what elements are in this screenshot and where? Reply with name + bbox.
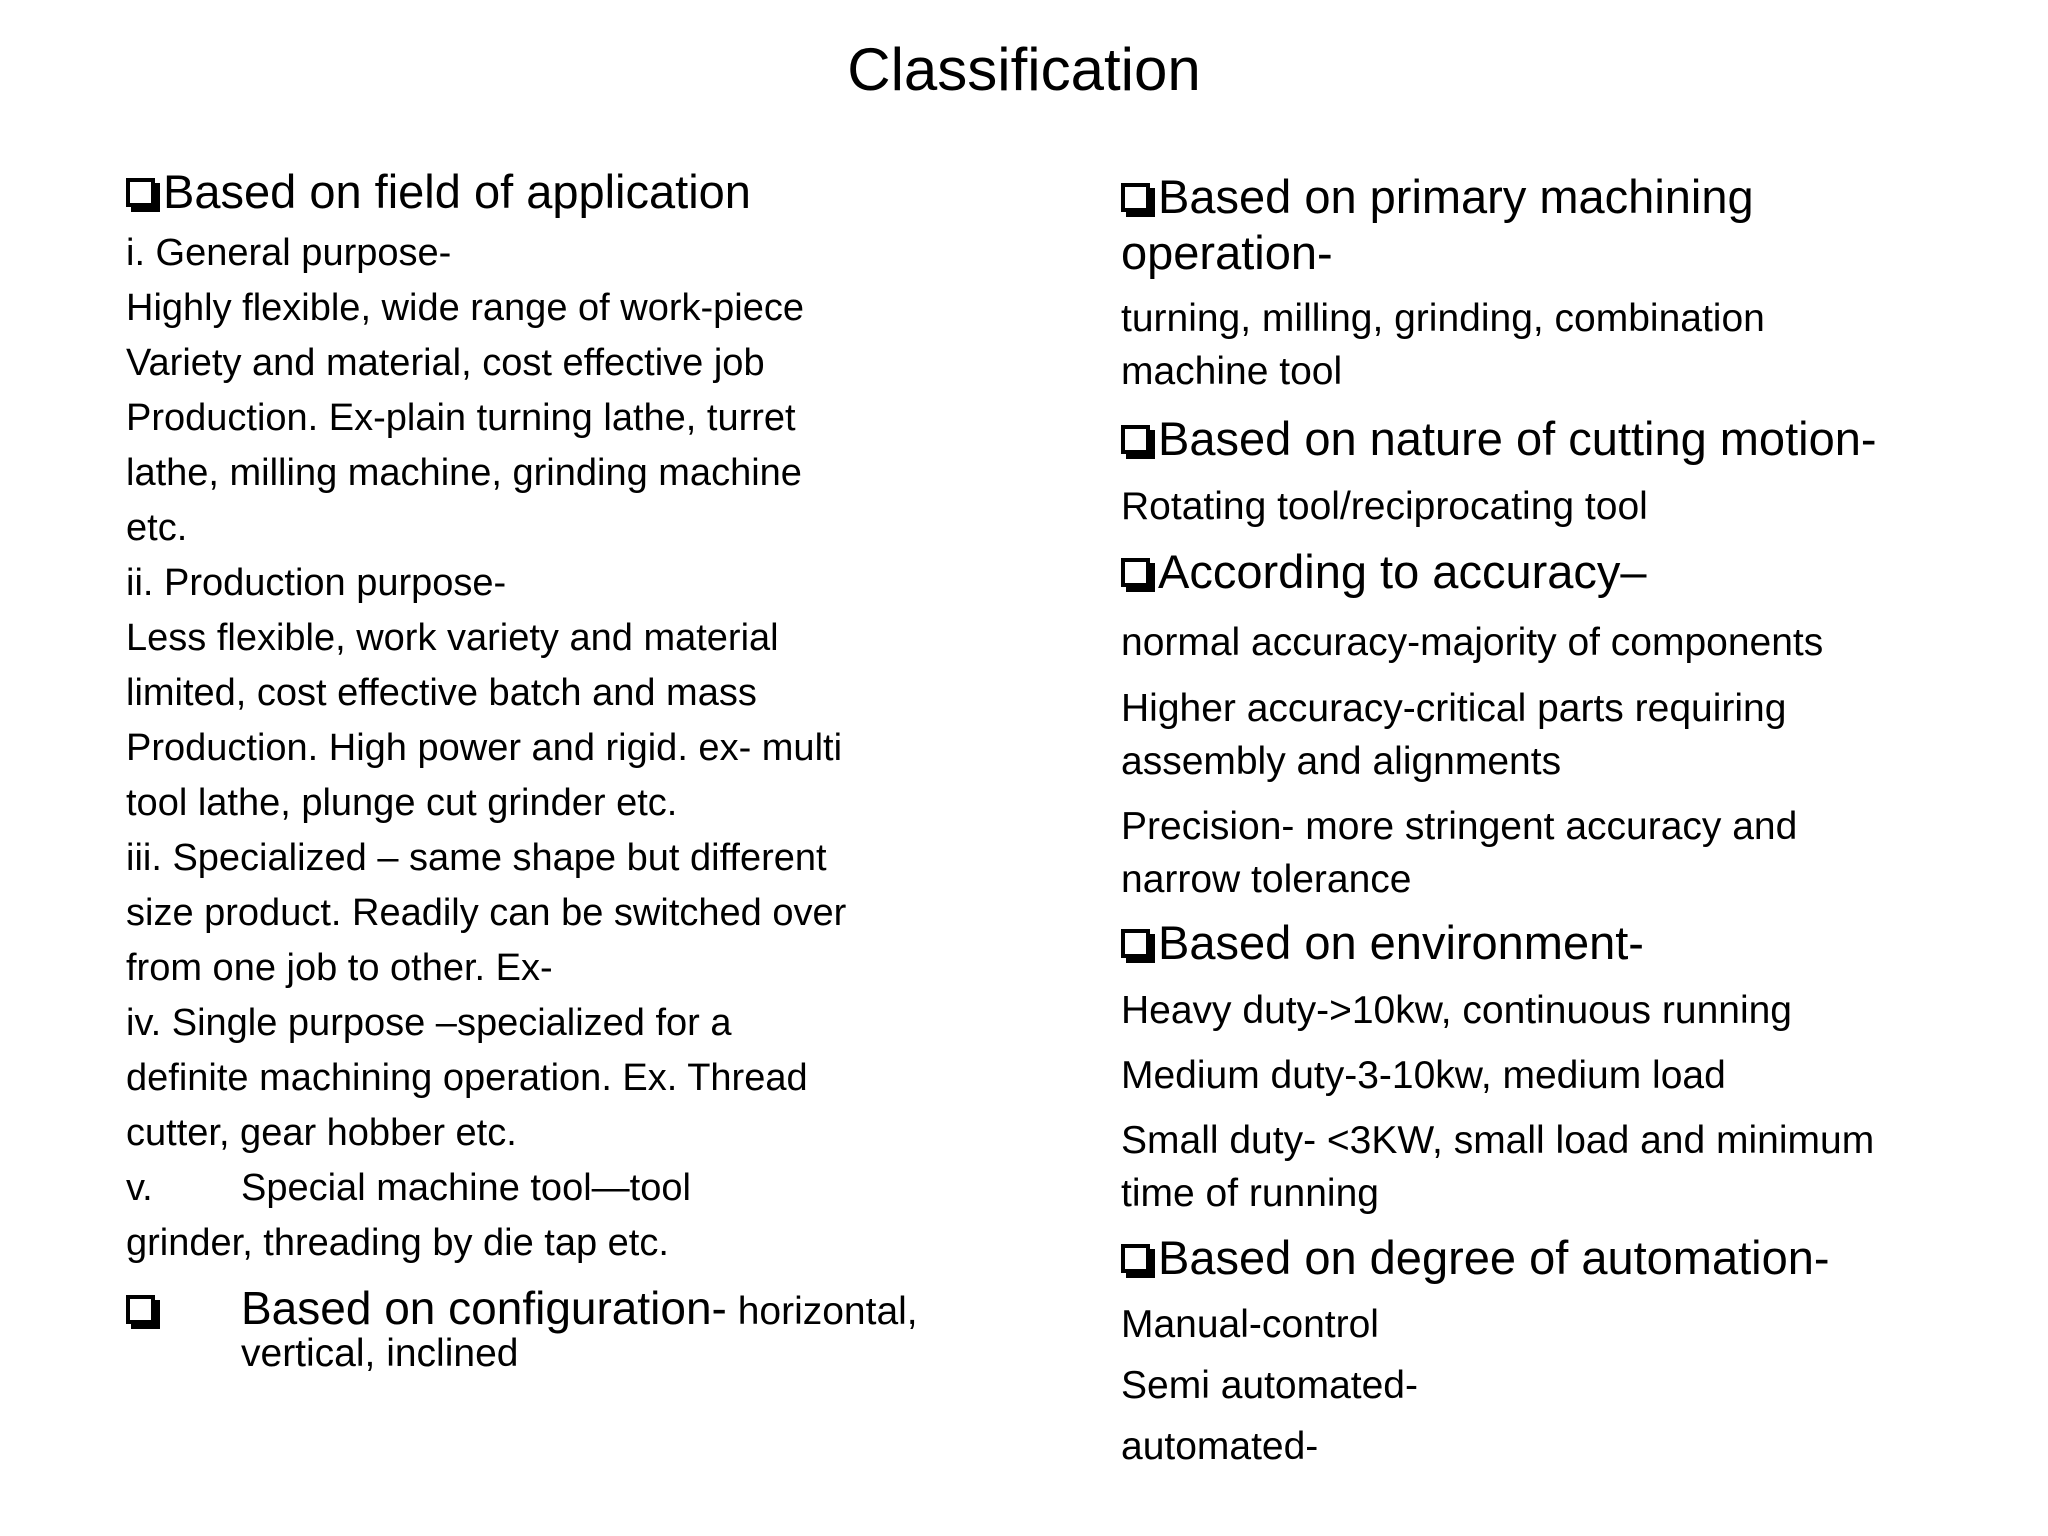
heading-text: Based on field of application [163, 165, 751, 218]
checkbox-bullet-icon [1121, 183, 1150, 212]
production-purpose-item [126, 556, 842, 831]
item-text-line: tool lathe, plunge cut grinder etc. [126, 782, 678, 824]
checkbox-bullet-icon [1121, 558, 1150, 587]
item-text-line: machine tool [1121, 350, 1343, 393]
heading-text: Based on nature of cutting motion- [1158, 412, 1877, 465]
general-purpose-item [126, 226, 804, 556]
specialized-item [126, 831, 846, 996]
primary-machining-heading [1121, 169, 1754, 225]
item-text-line: Special machine tool—tool [241, 1167, 691, 1209]
environment-medium [1121, 1049, 1726, 1102]
item-label: ii. Production purpose- [126, 562, 507, 604]
item-text-line: iii. Specialized – same shape but different [126, 837, 827, 879]
cutting-motion-heading [1121, 411, 1877, 467]
item-text-line: automated- [1121, 1425, 1319, 1468]
accuracy-heading [1121, 544, 1647, 600]
checkbox-bullet-icon [1121, 425, 1150, 454]
item-text-line: cutter, gear hobber etc. [126, 1112, 517, 1154]
checkbox-bullet-icon [1121, 929, 1150, 958]
configuration-item [126, 1282, 1006, 1385]
item-text-line: turning, milling, grinding, combination [1121, 297, 1765, 340]
item-label: v. [126, 1167, 153, 1209]
environment-heading [1121, 915, 1644, 971]
item-text-line: Production. High power and rigid. ex- multi [126, 727, 843, 769]
item-text-line: narrow tolerance [1121, 858, 1412, 901]
environment-small [1121, 1114, 1874, 1220]
configuration-text-line: vertical, inclined [241, 1332, 519, 1375]
item-text-line: Small duty- <3KW, small load and minimum [1121, 1119, 1875, 1162]
configuration-heading: Based on configuration- [241, 1282, 727, 1334]
accuracy-normal [1121, 616, 1823, 669]
heading-text: Based on primary machining [1158, 170, 1754, 223]
automation-semi [1121, 1359, 1418, 1412]
item-text-line: Variety and material, cost effective job [126, 342, 765, 384]
item-text-line: Production. Ex-plain turning lathe, turret [126, 397, 796, 439]
checkbox-bullet-icon [126, 1295, 155, 1324]
item-text-line: from one job to other. Ex- [126, 947, 553, 989]
item-text-line: assembly and alignments [1121, 740, 1562, 783]
item-text-line: etc. [126, 507, 188, 549]
checkbox-bullet-icon [1121, 1244, 1150, 1273]
item-text-line: iv. Single purpose –specialized for a [126, 1002, 732, 1044]
item-text-line: grinder, threading by die tap etc. [126, 1222, 669, 1264]
item-text-line: time of running [1121, 1172, 1379, 1215]
item-label: i. General purpose- [126, 232, 452, 274]
item-text-line: Less flexible, work variety and material [126, 617, 779, 659]
automation-heading [1121, 1230, 1830, 1286]
item-text-line: Rotating tool/reciprocating tool [1121, 485, 1648, 528]
item-text-line: normal accuracy-majority of components [1121, 621, 1824, 664]
item-text-line: Highly flexible, wide range of work-piece [126, 287, 804, 329]
item-text-line: size product. Readily can be switched over [126, 892, 847, 934]
environment-heavy [1121, 984, 1792, 1037]
special-machine-tool-item [126, 1161, 1006, 1271]
primary-machining-heading-cont [1121, 225, 1333, 281]
accuracy-higher [1121, 682, 1786, 788]
field-of-application-heading [126, 164, 751, 220]
automation-full [1121, 1420, 1318, 1473]
item-text-line: Semi automated- [1121, 1364, 1418, 1407]
heading-text: operation- [1121, 226, 1333, 279]
cutting-motion-body [1121, 480, 1648, 533]
primary-machining-body [1121, 292, 1765, 398]
heading-text: Based on environment- [1158, 916, 1644, 969]
item-text-line: Medium duty-3-10kw, medium load [1121, 1054, 1726, 1097]
heading-text: According to accuracy– [1158, 545, 1647, 598]
configuration-text: horizontal, [726, 1290, 918, 1333]
item-text-line: limited, cost effective batch and mass [126, 672, 757, 714]
slide-title: Classification [847, 36, 1201, 103]
heading-text: Based on degree of automation- [1158, 1231, 1830, 1284]
item-text-line: Precision- more stringent accuracy and [1121, 805, 1798, 848]
checkbox-bullet-icon [126, 178, 155, 207]
automation-manual [1121, 1298, 1379, 1351]
single-purpose-item [126, 996, 808, 1161]
item-text-line: lathe, milling machine, grinding machine [126, 452, 802, 494]
item-text-line: definite machining operation. Ex. Thread [126, 1057, 808, 1099]
item-text-line: Manual-control [1121, 1303, 1379, 1346]
item-text-line: Heavy duty->10kw, continuous running [1121, 989, 1792, 1032]
accuracy-precision [1121, 800, 1797, 906]
item-text-line: Higher accuracy-critical parts requiring [1121, 687, 1787, 730]
